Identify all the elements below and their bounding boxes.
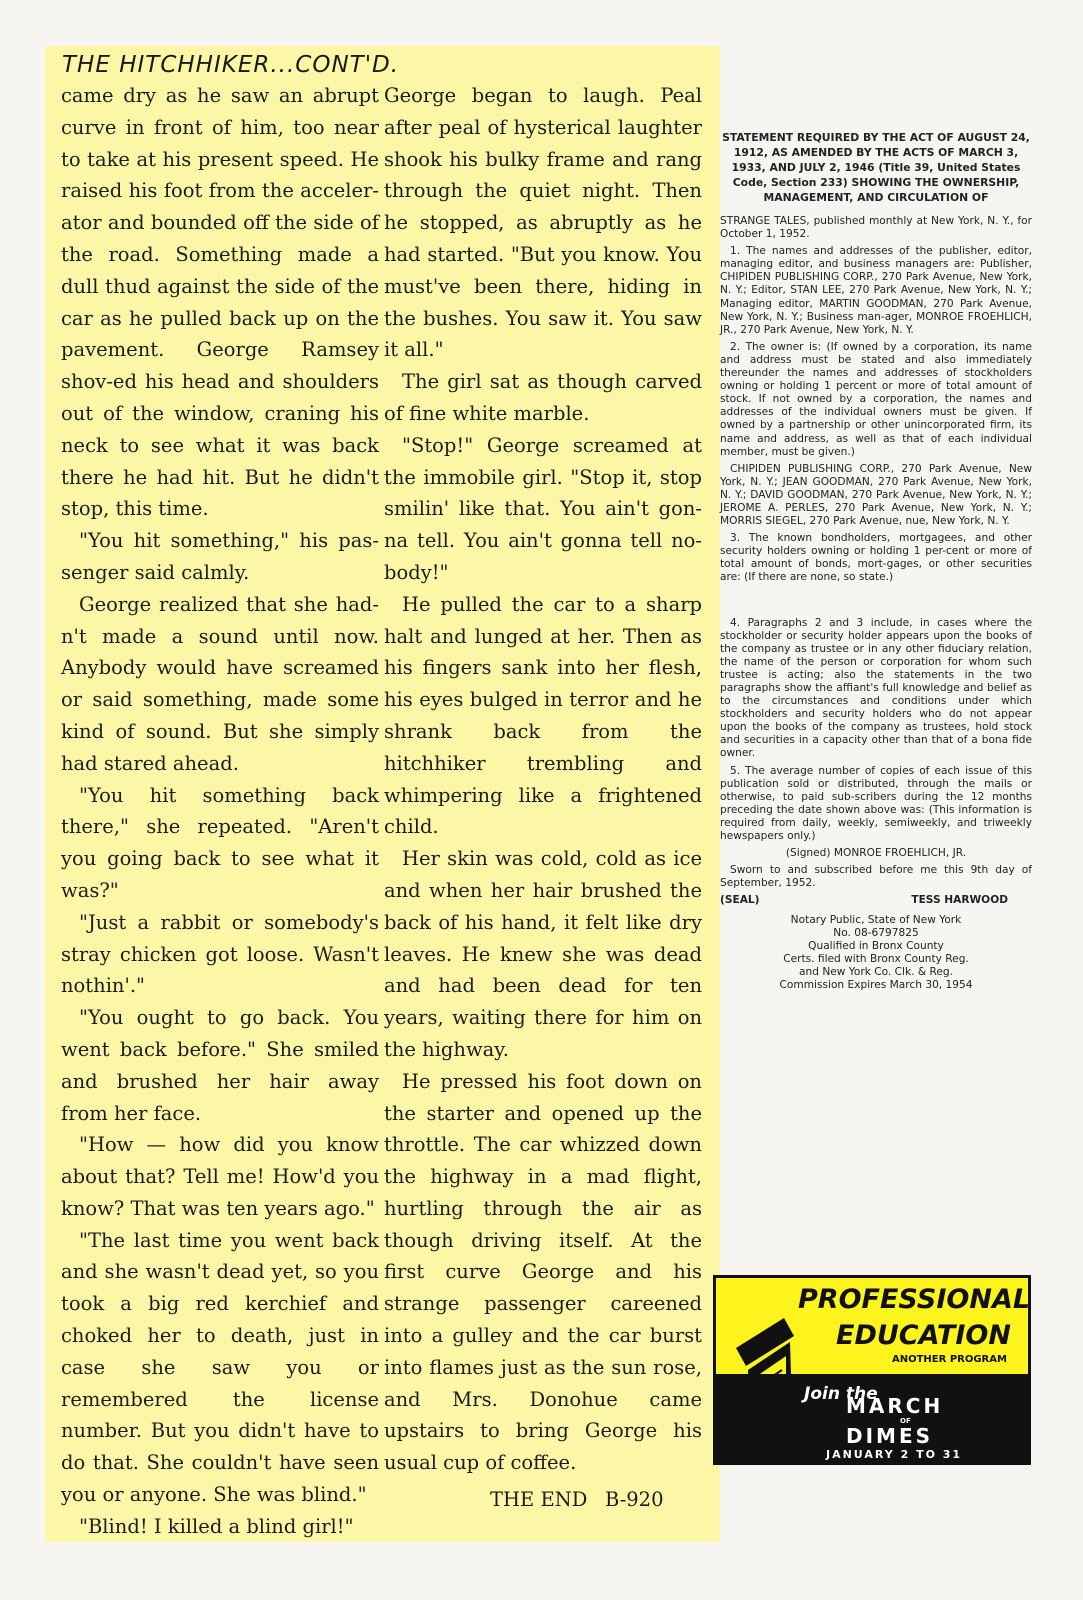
story-paragraph: He pressed his foot down on the starter and opened up the throttle. The car whizzed down the highway in a mad flight, hurtling through the air as though driving itself. At the first curve George and his strange passenger careened into a gulley and the car burst into flames just as the sun rose, and Mrs. Donohue came upstairs to bring George his usual cup of coffee. xyxy=(384,1069,702,1475)
story-paragraph: The girl sat as though carved of fine white marble. xyxy=(384,370,702,425)
story-paragraph: George began to laugh. Peal after peal of hysterical laughter shook his bulky frame and rang through the quiet night. Then he stopped, as abruptly as he had started. "But you know. You must've been there, hiding in the bushes. You saw it. You saw it all." xyxy=(384,84,702,362)
seal-label: (SEAL) xyxy=(720,894,760,907)
story-paragraph: "How — how did you know about that? Tell me! How'd you know? That was ten years ago." xyxy=(61,1133,379,1220)
ad-join: Join the xyxy=(804,1384,878,1404)
ad-subline: ANOTHER PROGRAM xyxy=(892,1354,1007,1365)
story-column-2 xyxy=(384,80,702,1479)
statement-item-5: 5. The average number of copies of each issue of this publication sold or distributed, through the mails or otherwise, to paid sub-scribers during the 12 months preceding the date shown above was: (This information is required from daily, weekly, semiweekly, and triweekly hewspapers only.) xyxy=(720,764,1032,843)
statement-sworn: Sworn to and subscribed before me this 9th day of September, 1952. xyxy=(720,864,1032,890)
notary-line: No. 08-6797825 xyxy=(833,926,919,939)
march-of-dimes-ad xyxy=(713,1275,1031,1465)
story-paragraph: George realized that she had-n't made a sound until now. Anybody would have screamed or said something, made some kind of sound. But she simply had stared ahead. xyxy=(61,592,379,775)
ad-headline-1: PROFESSIONAL xyxy=(798,1284,1031,1315)
statement-item-2: 2. The owner is: (If owned by a corporation, its name and address must be stated and also immediately thereunder the names and addresses of stockholders owning or holding 1 percent or more of total amount of stock. If not owned by a corporation, the names and addresses of the individual owners must be given. If owned by a partnership or other unincorporated firm, its name and address, as well as that of each individual member, must be given.) xyxy=(720,340,1032,458)
ownership-statement xyxy=(720,130,1032,992)
story-column-1 xyxy=(61,80,379,1543)
story-paragraph: "You hit something," his pas-senger said calmly. xyxy=(61,529,379,584)
ad-march: MARCH xyxy=(846,1394,944,1418)
ad-of: OF xyxy=(900,1417,911,1425)
statement-intro: STRANGE TALES, published monthly at New York, N. Y., for October 1, 1952. xyxy=(720,215,1032,241)
statement-item-1: 1. The names and addresses of the publisher, editor, managing editor, and business managers are: Publisher, CHIPIDEN PUBLISHING CORP., 270 Park Avenue, New York, N. Y.; Editor, STAN LEE, 270 Park Avenue, New York, N. Y.; Managing editor, MARTIN GOODMAN, 270 Park Avenue, New York, N. Y.; Business man-ager, MONROE FROEHLICH, JR., 270 Park Avenue, New York, N. Y. xyxy=(720,245,1032,336)
story-paragraph: "Just a rabbit or somebody's stray chicken got loose. Wasn't nothin'." xyxy=(61,910,379,998)
ad-headline-2: EDUCATION xyxy=(836,1320,1011,1351)
seal-row xyxy=(720,894,1032,907)
statement-signature: (Signed) MONROE FROEHLICH, JR. xyxy=(785,847,967,860)
notary-line: and New York Co. Clk. & Reg. xyxy=(799,965,953,978)
ad-dimes: DIMES xyxy=(846,1424,934,1448)
story-paragraph: He pulled the car to a sharp halt and lunged at her. Then as his fingers sank into her flesh, his eyes bulged in terror and he shrank back from the hitchhiker trembling and whimpering like a frightened child. xyxy=(384,592,702,839)
story-title: THE HITCHHIKER...CONT'D. xyxy=(62,52,400,78)
ad-black-box xyxy=(716,1374,1028,1462)
statement-item-3: 3. The known bondholders, mortgagees, and other security holders owning or holding 1 per-cent or more of total amount of bonds, mort-gages, or other securities are: (If there are none, so state.) xyxy=(720,532,1032,584)
notary-name: TESS HARWOOD xyxy=(911,894,1008,907)
notary-line: Certs. filed with Bronx County Reg. xyxy=(783,952,969,965)
notary-line: Qualified in Bronx County xyxy=(808,939,944,952)
statement-item-4: 4. Paragraphs 2 and 3 include, in cases where the stockholder or security holder appears upon the books of the company as trustee or in any other fiduciary relation, the name of the person or corporation for whom such trustee is acting; also the statements in the two paragraphs show the affiant's full knowledge and belief as to the circumstances and conditions under which stockholders and security holders who do not appear upon the books of the company as trustees, hold stock and securities in a capacity other than that of a bona fide owner. xyxy=(720,616,1032,760)
statement-heading: STATEMENT REQUIRED BY THE ACT OF AUGUST 24, 1912, AS AMENDED BY THE ACTS OF MARCH 3, 1933, AND JULY 2, 1946 (Title 39, United States Code, Section 233) SHOWING THE OWNERSHIP, MANAGEMENT, AND CIRCULATION OF xyxy=(722,131,1030,204)
story-paragraph: "Stop!" George screamed at the immobile girl. "Stop it, stop smilin' like that. You ain't gon-na tell. You ain't gonna tell no-body!" xyxy=(384,433,702,584)
story-paragraph: "You hit something back there," she repeated. "Aren't you going back to see what it was?" xyxy=(61,783,379,902)
story-paragraph: "Blind! I killed a blind girl!" xyxy=(79,1514,354,1538)
story-paragraph: "You ought to go back. You went back before." She smiled and brushed her hair away from her face. xyxy=(61,1006,379,1125)
notary-line: Commission Expires March 30, 1954 xyxy=(779,978,973,991)
story-paragraph: Her skin was cold, cold as ice and when her hair brushed the back of his hand, it felt like dry leaves. He knew she was dead and had been dead for ten years, waiting there for him on the highway. xyxy=(384,847,702,1061)
story-paragraph: came dry as he saw an abrupt curve in front of him, too near to take at his present speed. He raised his foot from the acceler-ator and bounded off the side of the road. Something made a dull thud against the side of the car as he pulled back up on the pavement. George Ramsey shov-ed his head and shoulders out of the window, craning his neck to see what it was back there he had hit. But he didn't stop, this time. xyxy=(61,84,379,521)
story-paragraph: "The last time you went back and she wasn't dead yet, so you took a big red kerchief and choked her to death, just in case she saw you or remembered the license number. But you didn't have to do that. She couldn't have seen you or anyone. She was blind." xyxy=(61,1228,379,1507)
story-end-label: THE END xyxy=(490,1488,588,1511)
statement-owners: CHIPIDEN PUBLISHING CORP., 270 Park Avenue, New York, N. Y.; JEAN GOODMAN, 270 Park Avenue, New York, N. Y.; DAVID GOODMAN, 270 Park Avenue, New York, N. Y.; JEROME A. PERLES, 270 Park Avenue, New York, N. Y.; MORRIS SIEGEL, 270 Park Avenue, nue, New York, N. Y. xyxy=(720,462,1032,528)
notary-line: Notary Public, State of New York xyxy=(790,913,962,926)
story-code: B-920 xyxy=(605,1488,664,1511)
ad-dates: JANUARY 2 TO 31 xyxy=(826,1448,963,1461)
